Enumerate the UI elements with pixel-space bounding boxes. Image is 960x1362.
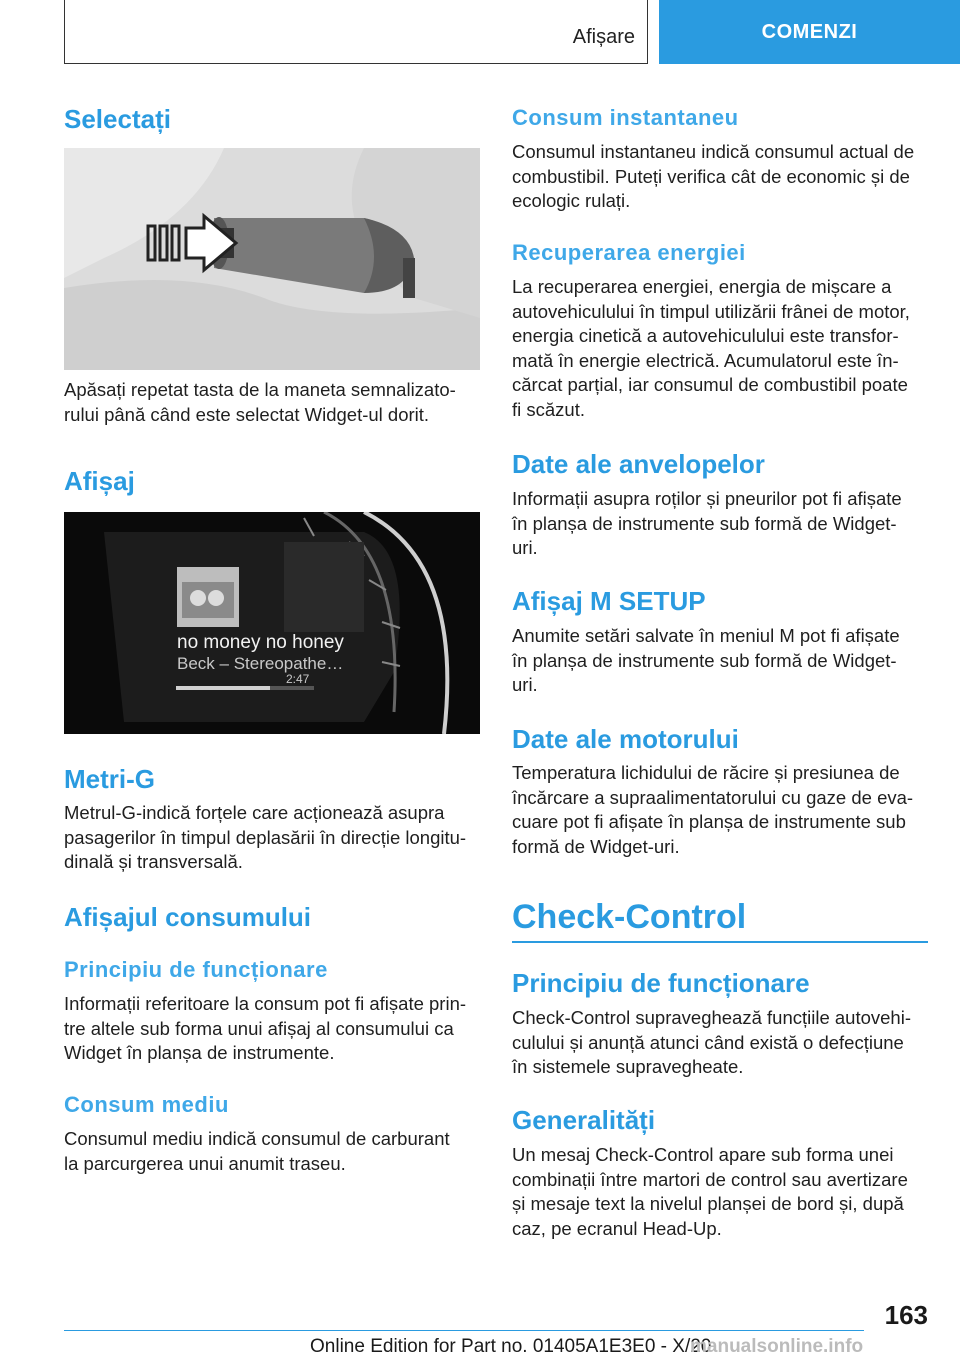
heading-date-motor: Date ale motorului <box>512 724 739 754</box>
header-tab-comenzi[interactable]: COMENZI <box>659 0 960 64</box>
cluster-display-photo <box>64 512 480 734</box>
heading-consum-instantaneu: Consum instantaneu <box>512 105 739 130</box>
heading-metri-g: Metri-G <box>64 764 155 794</box>
generalitati-text: Un mesaj Check-Control apare sub forma unei combinații între martori de control sau avertizare și mesaje text la nivelul planșei de bord și, după caz, pe ecranul Head-Up. <box>512 1144 908 1239</box>
heading-check-control: Check-Control <box>512 898 747 936</box>
metri-g-text: Metrul-G-indică forțele care acționează asupra pasagerilor în timpul deplasării în direcție longitu- dinală și transversală. <box>64 802 467 873</box>
header-section-title: Afișare <box>572 26 635 48</box>
heading-selectati: Selectați <box>64 104 171 134</box>
heading-afisaj: Afișaj <box>64 466 135 496</box>
check-control-rule <box>512 941 928 943</box>
footer-watermark: manualsonline.info <box>690 1336 864 1357</box>
recuperarea-energiei-text: La recuperarea energiei, energia de mișcare a autovehiculului în timpul utilizării frânei de motor, energia cinetică a autovehiculului este transfor- mată în energie electrică. Acumulatorul este în- cărcat parțial, iar consumul de combustibil poate fi scăzut. <box>512 276 910 420</box>
footer-rule <box>64 1330 864 1331</box>
display-track-title: no money no honey <box>177 632 344 653</box>
heading-generalitati: Generalități <box>512 1105 656 1135</box>
display-track-artist: Beck – Stereopathe… <box>177 654 344 673</box>
heading-consum-mediu: Consum mediu <box>64 1092 229 1117</box>
date-motor-text: Temperatura lichidului de răcire și presiunea de încărcare a supraalimentatorului cu gaze de eva- cuare pot fi afișate în planșa de instrumente sub formă de Widget-uri. <box>512 762 914 857</box>
consum-instantaneu-text: Consumul instantaneu indică consumul actual de combustibil. Puteți verifica cât de economic și de ecologic rulați. <box>512 141 915 212</box>
selectati-text: Apăsați repetat tasta de la maneta semnalizato- rului până când este selectat Widget-ul dorit. <box>64 379 456 425</box>
afisaj-m-setup-text: Anumite setări salvate în meniul M pot fi afișate în planșa de instrumente sub formă de Widget- uri. <box>512 625 900 696</box>
principiu-check-text: Check-Control supraveghează funcțiile autovehi- culului și anunță atunci când există o defecțiune în sistemele supravegheate. <box>512 1007 911 1078</box>
heading-principiu-check: Principiu de funcționare <box>512 968 810 998</box>
consum-mediu-text: Consumul mediu indică consumul de carburant la parcurgerea unui anumit traseu. <box>64 1128 450 1174</box>
heading-principiu-consum: Principiu de funcționare <box>64 957 328 982</box>
header-frame <box>64 0 648 64</box>
display-track-time: 2:47 <box>286 672 310 686</box>
heading-afisaj-m-setup: Afișaj M SETUP <box>512 586 706 616</box>
footer-edition: Online Edition for Part no. 01405A1E3E0 - X/20 <box>310 1336 712 1357</box>
heading-afisajul-consumului: Afișajul consumului <box>64 902 312 932</box>
stalk-button-illustration <box>64 148 480 370</box>
date-anvelope-text: Informații asupra roților și pneurilor pot fi afișate în planșa de instrumente sub formă de Widget- uri. <box>512 488 902 559</box>
heading-recuperarea-energiei: Recuperarea energiei <box>512 240 746 265</box>
page-number: 163 <box>884 1300 928 1330</box>
heading-date-anvelope: Date ale anvelopelor <box>512 449 765 479</box>
principiu-consum-text: Informații referitoare la consum pot fi afișate prin- tre altele sub forma unui afișaj al consumului ca Widget în planșa de instrumente. <box>64 993 467 1064</box>
